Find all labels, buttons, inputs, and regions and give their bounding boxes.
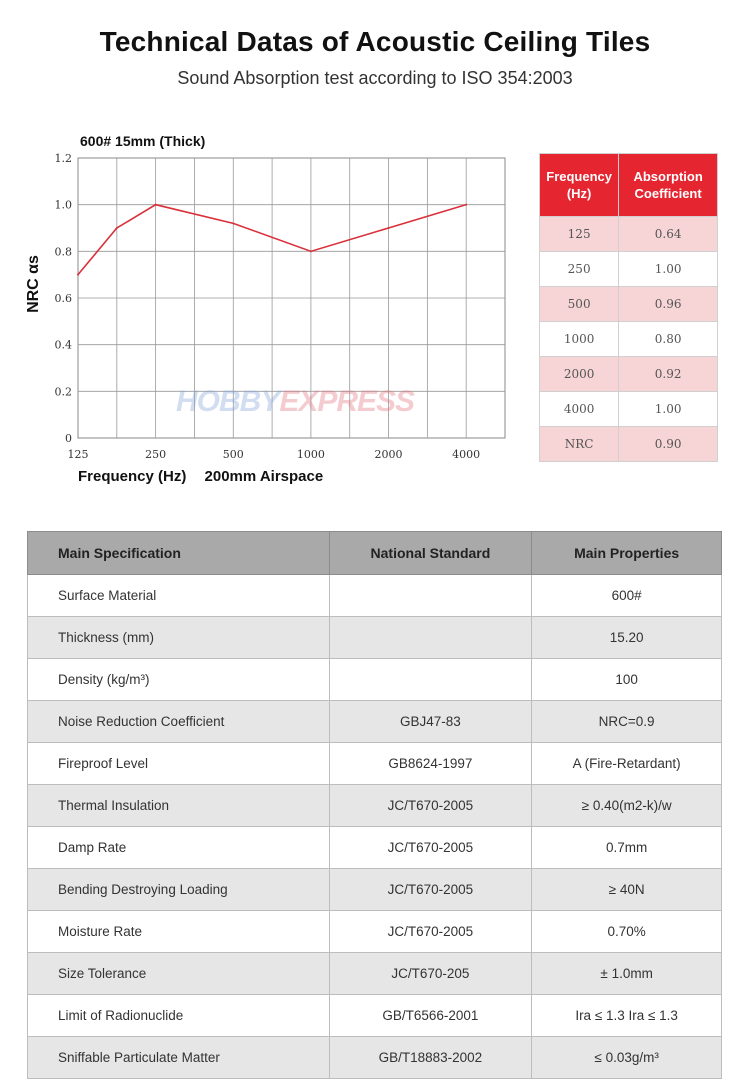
spec-name-cell: Damp Rate [28,827,330,869]
absorption-line-chart [20,148,520,468]
spec-standard-cell [329,617,532,659]
spec-standard-cell: JC/T670-2005 [329,911,532,953]
data-point [232,222,234,224]
spec-standard-cell [329,659,532,701]
absorption-frequency-cell: 2000 [540,357,619,392]
data-point [310,250,312,252]
absorption-table-header [540,154,718,217]
x-tick-label: 250 [145,448,167,461]
absorption-value-cell: 0.90 [619,427,718,462]
spec-standard-cell: GB8624-1997 [329,743,532,785]
spec-value-cell: Ira ≤ 1.3 Ira ≤ 1.3 [532,995,722,1037]
spec-header-standard: National Standard [329,532,532,575]
spec-header-properties: Main Properties [532,532,722,575]
spec-row [28,869,722,911]
y-axis-label: NRC αs [25,255,42,313]
spec-standard-cell: GBJ47-83 [329,701,532,743]
spec-row [28,617,722,659]
absorption-value-cell: 0.96 [619,287,718,322]
spec-name-cell: Fireproof Level [28,743,330,785]
spec-row [28,911,722,953]
absorption-row [540,252,718,287]
y-axis-label-wrap [14,245,54,335]
chart-title: 600# 15mm (Thick) [80,133,206,149]
absorption-row [540,217,718,252]
spec-header-specification: Main Specification [28,532,330,575]
spec-value-cell: 600# [532,575,722,617]
spec-value-cell: NRC=0.9 [532,701,722,743]
spec-name-cell: Density (kg/m³) [28,659,330,701]
spec-name-cell: Limit of Radionuclide [28,995,330,1037]
spec-value-cell: ≥ 40N [532,869,722,911]
absorption-row [540,322,718,357]
spec-value-cell: ≥ 0.40(m2-k)/w [532,785,722,827]
spec-value-cell: 100 [532,659,722,701]
x-tick-label: 125 [67,448,89,461]
absorption-frequency-cell: 125 [540,217,619,252]
watermark-part1: HOBBY [176,385,280,418]
absorption-frequency-cell: 4000 [540,392,619,427]
absorption-row [540,357,718,392]
spec-name-cell: Sniffable Particulate Matter [28,1037,330,1079]
specification-table [27,531,722,1079]
spec-value-cell: 15.20 [532,617,722,659]
spec-name-cell: Thickness (mm) [28,617,330,659]
x-axis-label: Frequency (Hz) [78,468,187,485]
spec-row [28,827,722,869]
data-point [465,204,467,206]
spec-standard-cell: GB/T6566-2001 [329,995,532,1037]
spec-row [28,575,722,617]
spec-row [28,701,722,743]
absorption-row [540,287,718,322]
data-point [116,227,118,229]
absorption-header-coefficient: Absorption Coefficient [619,154,718,217]
y-tick-label: 0.6 [54,292,72,305]
y-tick-label: 0.8 [54,245,72,259]
absorption-value-cell: 1.00 [619,252,718,287]
spec-name-cell: Size Tolerance [28,953,330,995]
absorption-frequency-cell: 500 [540,287,619,322]
spec-name-cell: Thermal Insulation [28,785,330,827]
spec-name-cell: Bending Destroying Loading [28,869,330,911]
spec-name-cell: Noise Reduction Coefficient [28,701,330,743]
spec-row [28,1037,722,1079]
absorption-value-cell: 0.92 [619,357,718,392]
watermark-part2: EXPRESS [279,385,415,418]
spec-standard-cell [329,575,532,617]
spec-value-cell: A (Fire-Retardant) [532,743,722,785]
spec-name-cell: Moisture Rate [28,911,330,953]
spec-name-cell: Surface Material [28,575,330,617]
data-point [388,227,390,229]
x-tick-label: 500 [222,448,244,461]
y-tick-label: 1.0 [54,198,72,212]
page-subtitle: Sound Absorption test according to ISO 354:2003 [177,68,573,88]
x-tick-label: 1000 [296,448,325,461]
absorption-header-frequency: Frequency (Hz) [540,154,619,217]
spec-standard-cell: JC/T670-2005 [329,869,532,911]
absorption-table [539,153,718,462]
spec-value-cell: 0.70% [532,911,722,953]
absorption-frequency-cell: 1000 [540,322,619,357]
spec-row [28,785,722,827]
watermark [176,385,414,419]
absorption-frequency-cell: 250 [540,252,619,287]
spec-row [28,995,722,1037]
y-tick-label: 1.2 [54,152,72,165]
absorption-value-cell: 1.00 [619,392,718,427]
spec-row [28,659,722,701]
y-tick-label: 0 [65,432,72,445]
x-tick-label: 2000 [374,448,403,461]
y-tick-label: 0.2 [54,385,72,399]
spec-value-cell: 0.7mm [532,827,722,869]
data-point [77,274,79,276]
x-axis-label-row [78,468,337,485]
x-tick-label: 4000 [452,448,481,461]
absorption-row [540,392,718,427]
spec-standard-cell: JC/T670-2005 [329,827,532,869]
spec-value-cell: ≤ 0.03g/m³ [532,1037,722,1079]
absorption-frequency-cell: NRC [540,427,619,462]
spec-table-header [28,532,722,575]
absorption-value-cell: 0.64 [619,217,718,252]
spec-row [28,953,722,995]
absorption-value-cell: 0.80 [619,322,718,357]
spec-standard-cell: JC/T670-2005 [329,785,532,827]
spec-standard-cell: GB/T18883-2002 [329,1037,532,1079]
spec-value-cell: ± 1.0mm [532,953,722,995]
spec-standard-cell: JC/T670-205 [329,953,532,995]
page-title: Technical Datas of Acoustic Ceiling Tiles [99,26,651,57]
absorption-row-nrc [540,427,718,462]
data-point [155,204,157,206]
spec-row [28,743,722,785]
x-axis-note: 200mm Airspace [204,468,324,485]
y-tick-label: 0.4 [54,338,72,352]
